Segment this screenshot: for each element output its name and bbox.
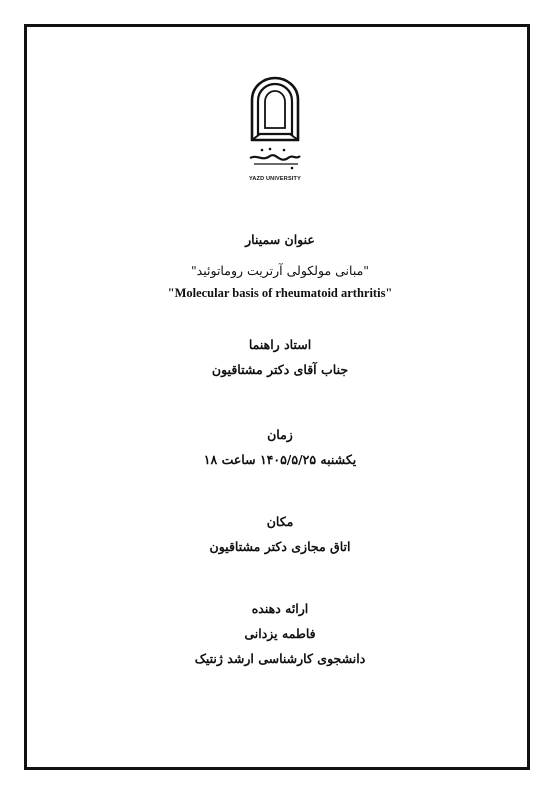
seminar-title-label: عنوان سمینار xyxy=(245,232,315,247)
presenter-name: فاطمه یزدانی xyxy=(244,626,316,641)
university-logo xyxy=(240,74,310,192)
time-value: یکشنبه ۱۴۰۵/۵/۲۵ ساعت ۱۸ xyxy=(203,452,357,467)
presenter-label: ارائه دهنده xyxy=(251,601,309,616)
seminar-title-english: "Molecular basis of rheumatoid arthritis" xyxy=(167,286,393,300)
presenter-degree: دانشجوی کارشناسی ارشد ژنتیک xyxy=(194,651,366,666)
time-label: زمان xyxy=(267,427,293,442)
seminar-title-persian: "مبانی مولکولی آرتریت روماتوئید" xyxy=(190,263,370,278)
advisor-label: استاد راهنما xyxy=(248,337,312,352)
advisor-name: جناب آقای دکتر مشتاقیون xyxy=(211,362,349,377)
place-value: اتاق مجازی دکتر مشتاقیون xyxy=(209,539,351,554)
place-label: مکان xyxy=(266,514,294,529)
logo-caption: YAZD UNIVERSITY xyxy=(248,176,301,182)
